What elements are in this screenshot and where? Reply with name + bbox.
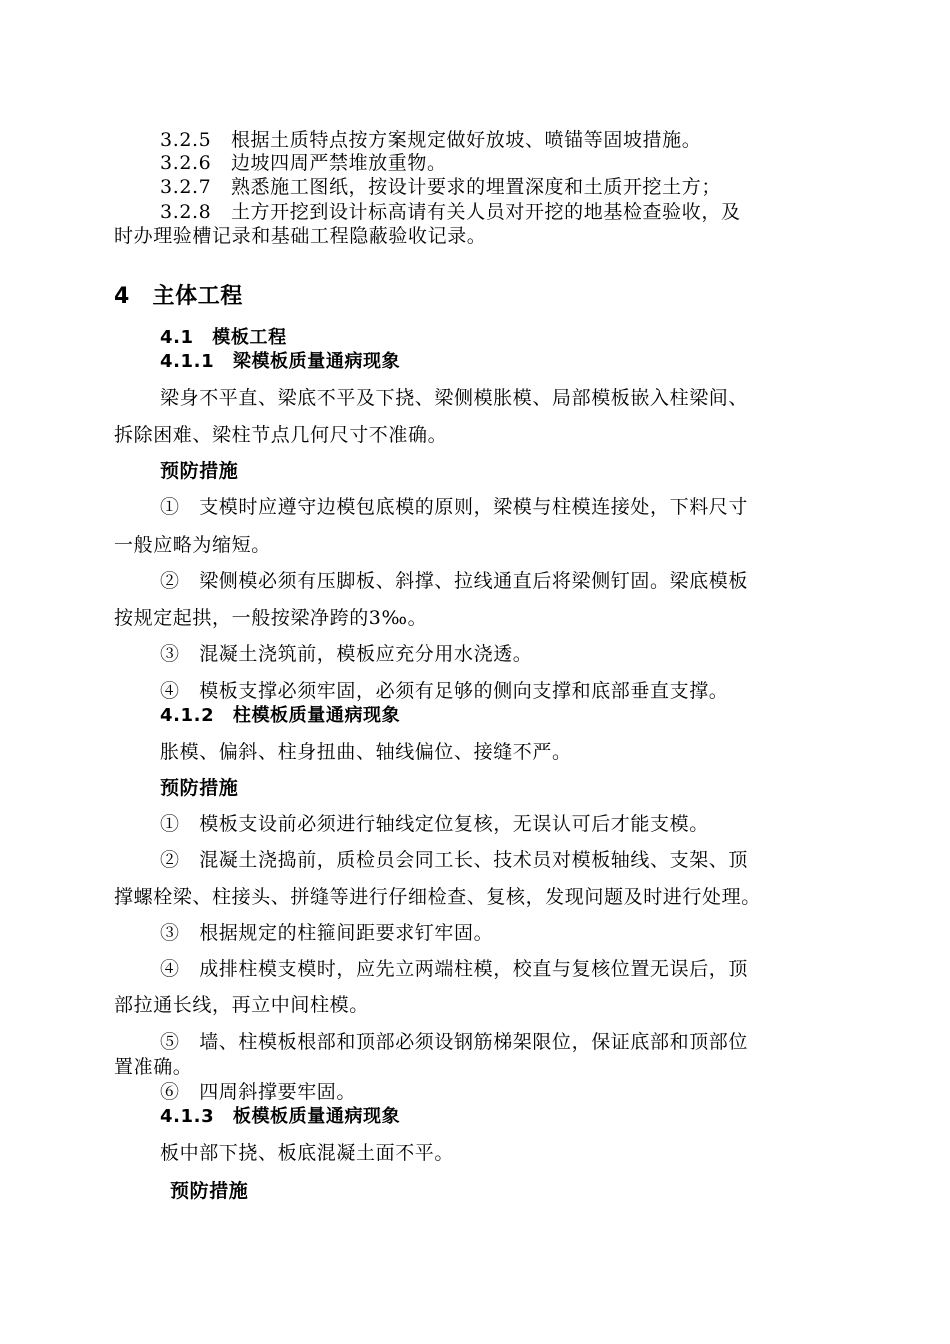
section-4-1-2-title: 4.1.2 柱模板质量通病现象 — [160, 705, 401, 726]
column-measure-4-line2: 部拉通长线，再立中间柱模。 — [114, 994, 369, 1016]
beam-measure-2-line2: 按规定起拱，一般按梁净跨的3‰。 — [114, 607, 428, 629]
column-measure-3: ③ 根据规定的柱箍间距要求钉牢固。 — [160, 922, 494, 944]
beam-measure-1-line2: 一般应略为缩短。 — [114, 534, 271, 556]
section-4-1-title: 4.1 模板工程 — [160, 327, 287, 348]
column-measure-5-line1: ⑤ 墙、柱模板根部和顶部必须设钢筋梯架限位，保证底部和顶部位 — [160, 1031, 749, 1053]
beam-defects-line2: 拆除困难、梁柱节点几何尺寸不准确。 — [114, 424, 448, 446]
item-3-2-8-line1: 3.2.8 土方开挖到设计标高请有关人员对开挖的地基检查验收，及 — [160, 201, 741, 223]
column-measure-6: ⑥ 四周斜撑要牢固。 — [160, 1081, 357, 1103]
beam-measure-2-line1: ② 梁侧模必须有压脚板、斜撑、拉线通直后将梁侧钉固。梁底模板 — [160, 570, 749, 592]
item-3-2-8-line2: 时办理验槽记录和基础工程隐蔽验收记录。 — [114, 225, 487, 247]
beam-measure-3: ③ 混凝土浇筑前，模板应充分用水浇透。 — [160, 643, 533, 665]
beam-prevention-heading: 预防措施 — [160, 460, 239, 482]
column-measure-4-line1: ④ 成排柱模支模时，应先立两端柱模，校直与复核位置无误后，顶 — [160, 958, 749, 980]
slab-prevention-heading: 预防措施 — [170, 1180, 249, 1202]
item-3-2-7: 3.2.7 熟悉施工图纸，按设计要求的埋置深度和土质开挖土方； — [160, 176, 721, 198]
slab-defects: 板中部下挠、板底混凝土面不平。 — [160, 1142, 455, 1164]
column-measure-2-line2: 撑螺栓梁、柱接头、拼缝等进行仔细检查、复核，发现问题及时进行处理。 — [114, 886, 761, 908]
section-4-1-1-title: 4.1.1 梁模板质量通病现象 — [160, 351, 401, 372]
chapter-title: 4 主体工程 — [114, 284, 243, 309]
item-3-2-6: 3.2.6 边坡四周严禁堆放重物。 — [160, 152, 447, 174]
column-measure-2-line1: ② 混凝土浇捣前，质检员会同工长、技术员对模板轴线、支架、顶 — [160, 849, 749, 871]
column-measure-1: ① 模板支设前必须进行轴线定位复核，无误认可后才能支模。 — [160, 813, 709, 835]
beam-measure-4: ④ 模板支撑必须牢固，必须有足够的侧向支撑和底部垂直支撑。 — [160, 680, 729, 702]
column-measure-5-line2: 置准确。 — [114, 1056, 193, 1078]
column-defects: 胀模、偏斜、柱身扭曲、轴线偏位、接缝不严。 — [160, 741, 572, 763]
beam-defects-line1: 梁身不平直、梁底不平及下挠、梁侧模胀模、局部模板嵌入柱梁间、 — [160, 387, 749, 409]
column-prevention-heading: 预防措施 — [160, 777, 239, 799]
item-3-2-5: 3.2.5 根据土质特点按方案规定做好放坡、喷锚等固坡措施。 — [160, 129, 702, 151]
beam-measure-1-line1: ① 支模时应遵守边模包底模的原则，梁模与柱模连接处，下料尺寸 — [160, 496, 749, 518]
section-4-1-3-title: 4.1.3 板模板质量通病现象 — [160, 1106, 401, 1127]
